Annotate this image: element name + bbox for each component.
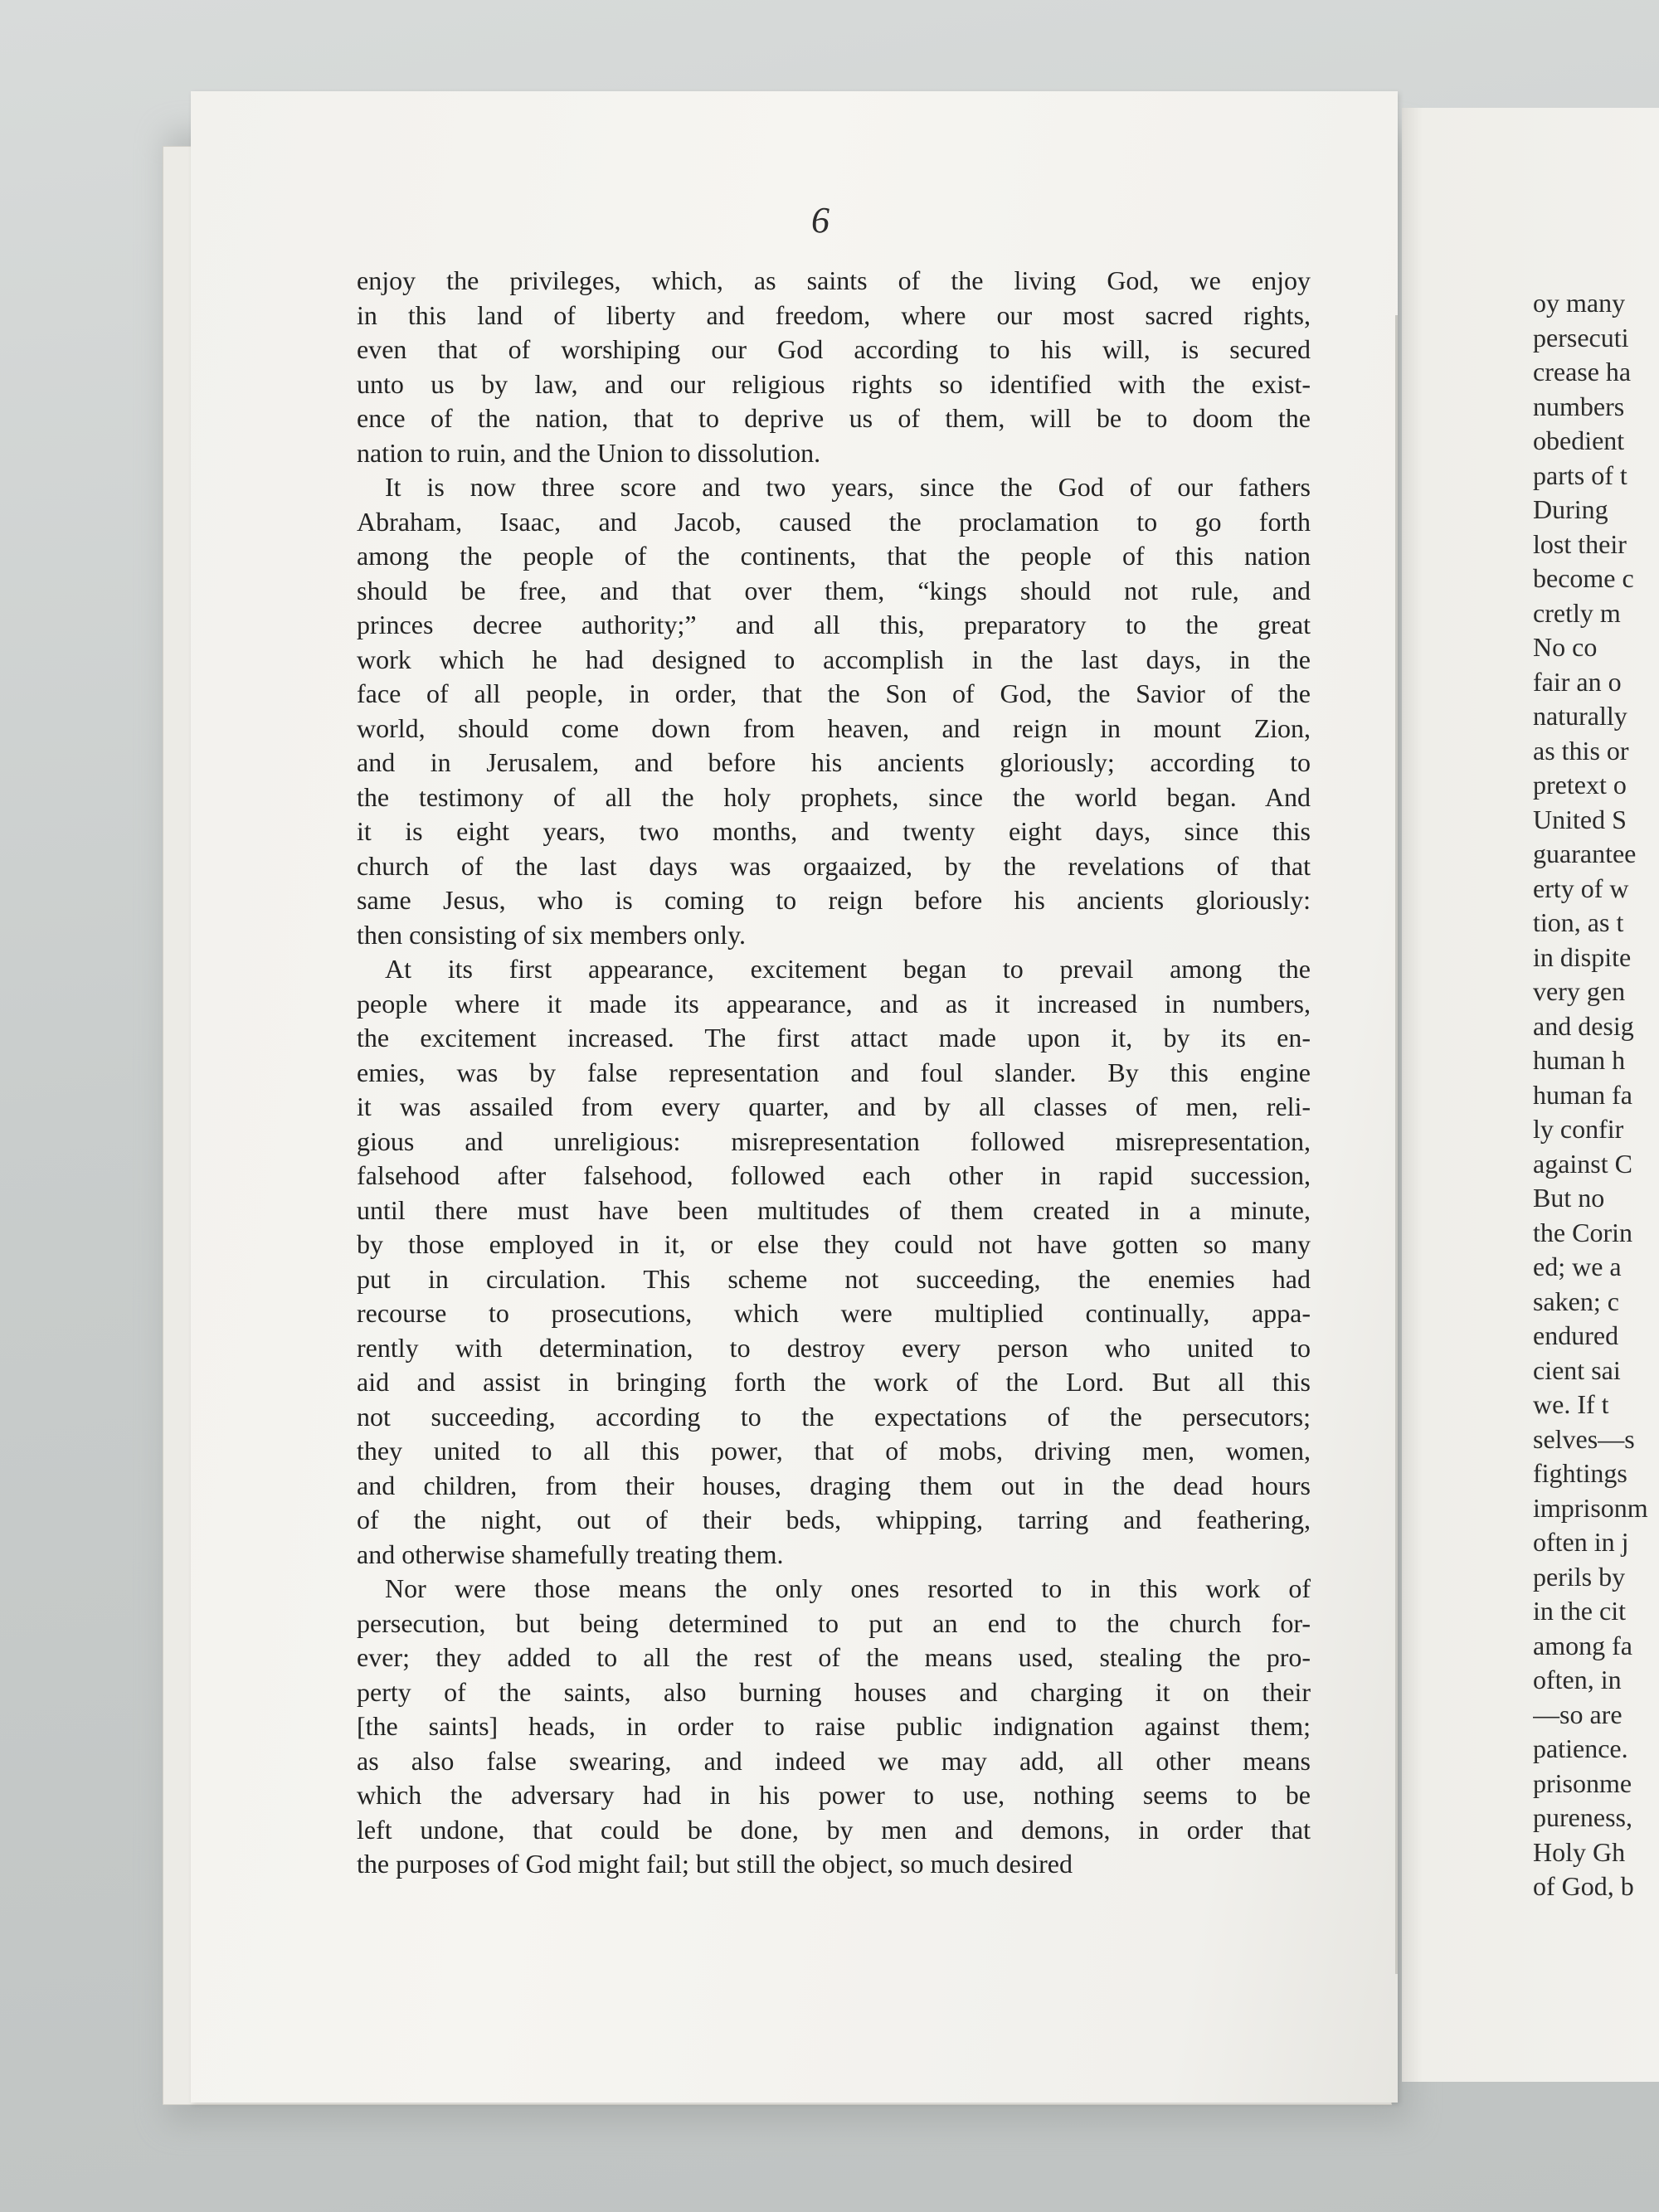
gutter-fold	[1395, 315, 1398, 1974]
text-line: left undone, that could be done, by men and demons, in order that	[357, 1814, 1311, 1845]
text-line: put in circulation. This scheme not succeeding, the enemies had	[357, 1263, 1311, 1294]
text-line: then consisting of six members only.	[357, 919, 746, 950]
text-line: recourse to prosecutions, which were multiplied continually, appa-	[357, 1298, 1311, 1328]
text-line: guarantee	[1533, 839, 1637, 868]
text-line: cient sai	[1533, 1354, 1621, 1385]
text-line: erty of w	[1533, 873, 1629, 903]
text-line: crease ha	[1533, 357, 1632, 386]
text-line: face of all people, in order, that the Son of God, the Savior of the	[357, 678, 1311, 708]
text-line: of God, b	[1533, 1871, 1634, 1901]
text-line: among the people of the continents, that the people of this nation	[357, 541, 1311, 571]
text-line: they united to all this power, that of mobs, driving men, women,	[357, 1436, 1311, 1466]
text-line: fair an o	[1533, 666, 1622, 697]
text-line: often in j	[1533, 1527, 1629, 1557]
text-line: and desig	[1533, 1010, 1634, 1041]
text-line: perty of the saints, also burning houses and charging it on their	[357, 1676, 1311, 1707]
text-line: ever; they added to all the rest of the means used, stealing the pro-	[357, 1642, 1311, 1672]
text-line: But no	[1533, 1183, 1605, 1213]
text-line: aid and assist in bringing forth the work of the Lord. But all this	[357, 1367, 1311, 1397]
text-line: numbers	[1533, 391, 1625, 421]
text-line: church of the last days was orgaaized, by the revelations of that	[357, 850, 1311, 881]
text-line: in this land of liberty and freedom, where our most sacred rights,	[357, 299, 1311, 330]
text-line: —so are	[1533, 1699, 1623, 1729]
text-line: ed; we a	[1533, 1252, 1622, 1281]
text-line: pretext o	[1533, 770, 1627, 800]
text-line: cretly m	[1533, 597, 1621, 628]
text-line: world, should come down from heaven, and reign in mount Zion,	[357, 712, 1311, 743]
text-line: nation to ruin, and the Union to dissolution.	[357, 437, 821, 468]
text-line: even that of worshiping our God according to his will, is secured	[357, 334, 1311, 364]
text-line: same Jesus, who is coming to reign before his ancients gloriously:	[357, 885, 1311, 915]
text-line: pureness,	[1533, 1802, 1632, 1832]
text-line: it is eight years, two months, and twenty eight days, since this	[357, 816, 1311, 846]
text-line: rently with determination, to destroy every person who united to	[357, 1332, 1311, 1363]
text-line: work which he had designed to accomplish in the last days, in the	[357, 644, 1311, 674]
text-line: [the saints] heads, in order to raise public indignation against them;	[357, 1711, 1311, 1741]
text-line: Holy Gh	[1533, 1836, 1626, 1867]
text-line: unto us by law, and our religious rights so identified with the exist-	[357, 368, 1311, 399]
text-line: endured	[1533, 1320, 1619, 1350]
text-line: tion, as t	[1533, 907, 1624, 937]
text-line: the testimony of all the holy prophets, since the world began. And	[357, 781, 1311, 812]
text-line: It is now three score and two years, since the God of our fathers	[385, 472, 1311, 502]
text-line: become c	[1533, 563, 1634, 593]
right-page-text	[1533, 286, 1659, 1904]
text-line: princes decree authority;” and all this, preparatory to the great	[357, 610, 1311, 639]
text-line: saken; c	[1533, 1286, 1619, 1316]
text-line: of the night, out of their beds, whipping, tarring and feathering,	[357, 1505, 1311, 1534]
text-line: people where it made its appearance, and as it increased in numbers,	[357, 988, 1311, 1018]
text-line: and in Jerusalem, and before his ancients gloriously; according to	[357, 747, 1311, 777]
text-line: falsehood after falsehood, followed each other in rapid succession,	[357, 1160, 1311, 1190]
text-line: the Corin	[1533, 1217, 1632, 1247]
text-line: should be free, and that over them, “kings should not rule, and	[357, 575, 1311, 605]
text-line: and children, from their houses, draging them out in the dead hours	[357, 1470, 1311, 1500]
text-line: oy many	[1533, 288, 1626, 318]
text-line: perils by	[1533, 1561, 1626, 1592]
left-page-text	[357, 264, 1311, 1882]
text-line: in the cit	[1533, 1596, 1626, 1626]
text-line: in dispite	[1533, 941, 1632, 972]
text-line: the excitement increased. The first attact made upon it, by its en-	[357, 1023, 1311, 1053]
text-line: During	[1533, 494, 1608, 524]
text-line: persecuti	[1533, 322, 1629, 352]
text-line: enjoy the privileges, which, as saints of the living God, we enjoy	[357, 265, 1311, 295]
text-line: and otherwise shamefully treating them.	[357, 1539, 784, 1569]
text-line: against C	[1533, 1148, 1632, 1179]
text-line: naturally	[1533, 701, 1627, 731]
text-line: Abraham, Isaac, and Jacob, caused the proclamation to go forth	[357, 506, 1311, 537]
text-line: parts of t	[1533, 459, 1627, 490]
text-line: obedient	[1533, 425, 1625, 455]
text-line: selves—s	[1533, 1423, 1635, 1454]
text-line: Nor were those means the only ones resorted to in this work of	[385, 1573, 1311, 1603]
text-line: among fa	[1533, 1630, 1632, 1660]
text-line: lost their	[1533, 528, 1627, 559]
text-line: not succeeding, according to the expectations of the persecutors;	[357, 1401, 1311, 1432]
text-line: which the adversary had in his power to use, nothing seems to be	[357, 1780, 1311, 1810]
text-line: patience.	[1533, 1733, 1628, 1763]
text-line: ly confir	[1533, 1114, 1624, 1144]
text-line: United S	[1533, 804, 1627, 834]
text-line: imprisonm	[1533, 1492, 1648, 1523]
text-line: very gen	[1533, 976, 1626, 1006]
text-line: prisonme	[1533, 1767, 1632, 1798]
text-line: as also false swearing, and indeed we may add, all other means	[357, 1745, 1311, 1776]
text-line: emies, was by false representation and foul slander. By this engine	[357, 1057, 1311, 1087]
text-line: human h	[1533, 1045, 1626, 1075]
text-line: we. If t	[1533, 1389, 1609, 1419]
text-line: human fa	[1533, 1079, 1632, 1110]
text-line: gious and unreligious: misrepresentation followed misrepresentation,	[357, 1125, 1311, 1156]
text-line: by those employed in it, or else they could not have gotten so many	[357, 1229, 1311, 1259]
text-line: as this or	[1533, 735, 1629, 766]
text-line: the purposes of God might fail; but still the object, so much desired	[357, 1849, 1073, 1879]
text-line: it was assailed from every quarter, and by all classes of men, reli-	[357, 1091, 1311, 1121]
page-number: 6	[811, 200, 830, 241]
text-line: persecution, but being determined to put an end to the church for-	[357, 1607, 1311, 1638]
text-line: until there must have been multitudes of them created in a minute,	[357, 1194, 1311, 1225]
text-line: At its first appearance, excitement began to prevail among the	[385, 954, 1311, 984]
text-line: often, in	[1533, 1665, 1622, 1694]
text-line: No co	[1533, 632, 1598, 662]
text-line: ence of the nation, that to deprive us of them, will be to doom the	[357, 403, 1311, 433]
text-line: fightings	[1533, 1458, 1627, 1488]
